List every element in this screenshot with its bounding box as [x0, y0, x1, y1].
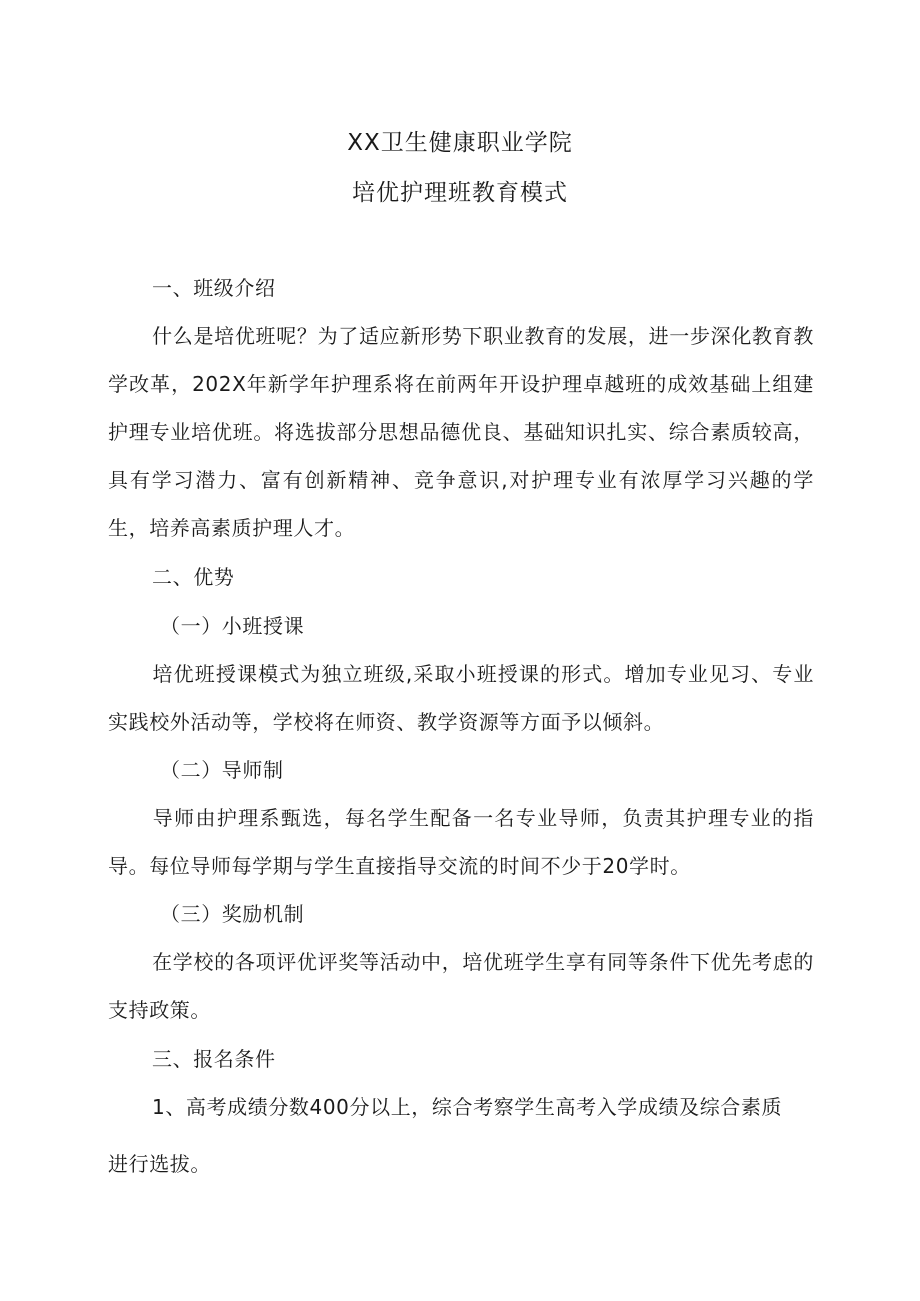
paragraph-small-class-text: 培优班授课模式为独立班级,采取小班授课的形式。增加专业见习、专业实践校外活动等，学校将在师资、教学资源等方面予以倾斜。: [108, 662, 814, 734]
enroll-item-1: 1、高考成绩分数400分以上，综合考察学生高考入学成绩及综合素质: [152, 1095, 783, 1119]
subsection-heading-mentor: （二）导师制: [160, 758, 284, 782]
paragraph-small-class: [108, 650, 814, 746]
section-heading-intro: 一、班级介绍: [152, 276, 276, 300]
paragraph-reward-text: 在学校的各项评优评奖等活动中，培优班学生享有同等条件下优先考虑的支持政策。: [108, 950, 814, 1022]
document-title-program: 培优护理班教育模式: [352, 180, 568, 206]
paragraph-intro: [108, 312, 814, 552]
subsection-heading-small-class: （一）小班授课: [160, 614, 305, 638]
enroll-item-1-continued: 进行选拔。: [108, 1152, 211, 1176]
document-title-school: XX卫生健康职业学院: [347, 130, 573, 156]
paragraph-mentor-text: 导师由护理系甄选，每名学生配备一名专业导师，负责其护理专业的指导。每位导师每学期与学生直接指导交流的时间不少于20学时。: [108, 806, 814, 878]
paragraph-intro-text: 什么是培优班呢？为了适应新形势下职业教育的发展，进一步深化教育教学改革，202X年新学年护理系将在前两年开设护理卓越班的成效基础上组建护理专业培优班。将选拔部分思想品德优良、基础知识扎实、综合素质较高，具有学习潜力、富有创新精神、竞争意识,对护理专业有浓厚学习兴趣的学生，培养高素质护理人才。: [108, 324, 814, 540]
paragraph-mentor: [108, 794, 814, 890]
paragraph-reward: [108, 938, 814, 1034]
section-heading-advantage: 二、优势: [152, 565, 235, 589]
subsection-heading-reward: （三）奖励机制: [160, 902, 305, 926]
section-heading-enroll: 三、报名条件: [152, 1047, 276, 1071]
